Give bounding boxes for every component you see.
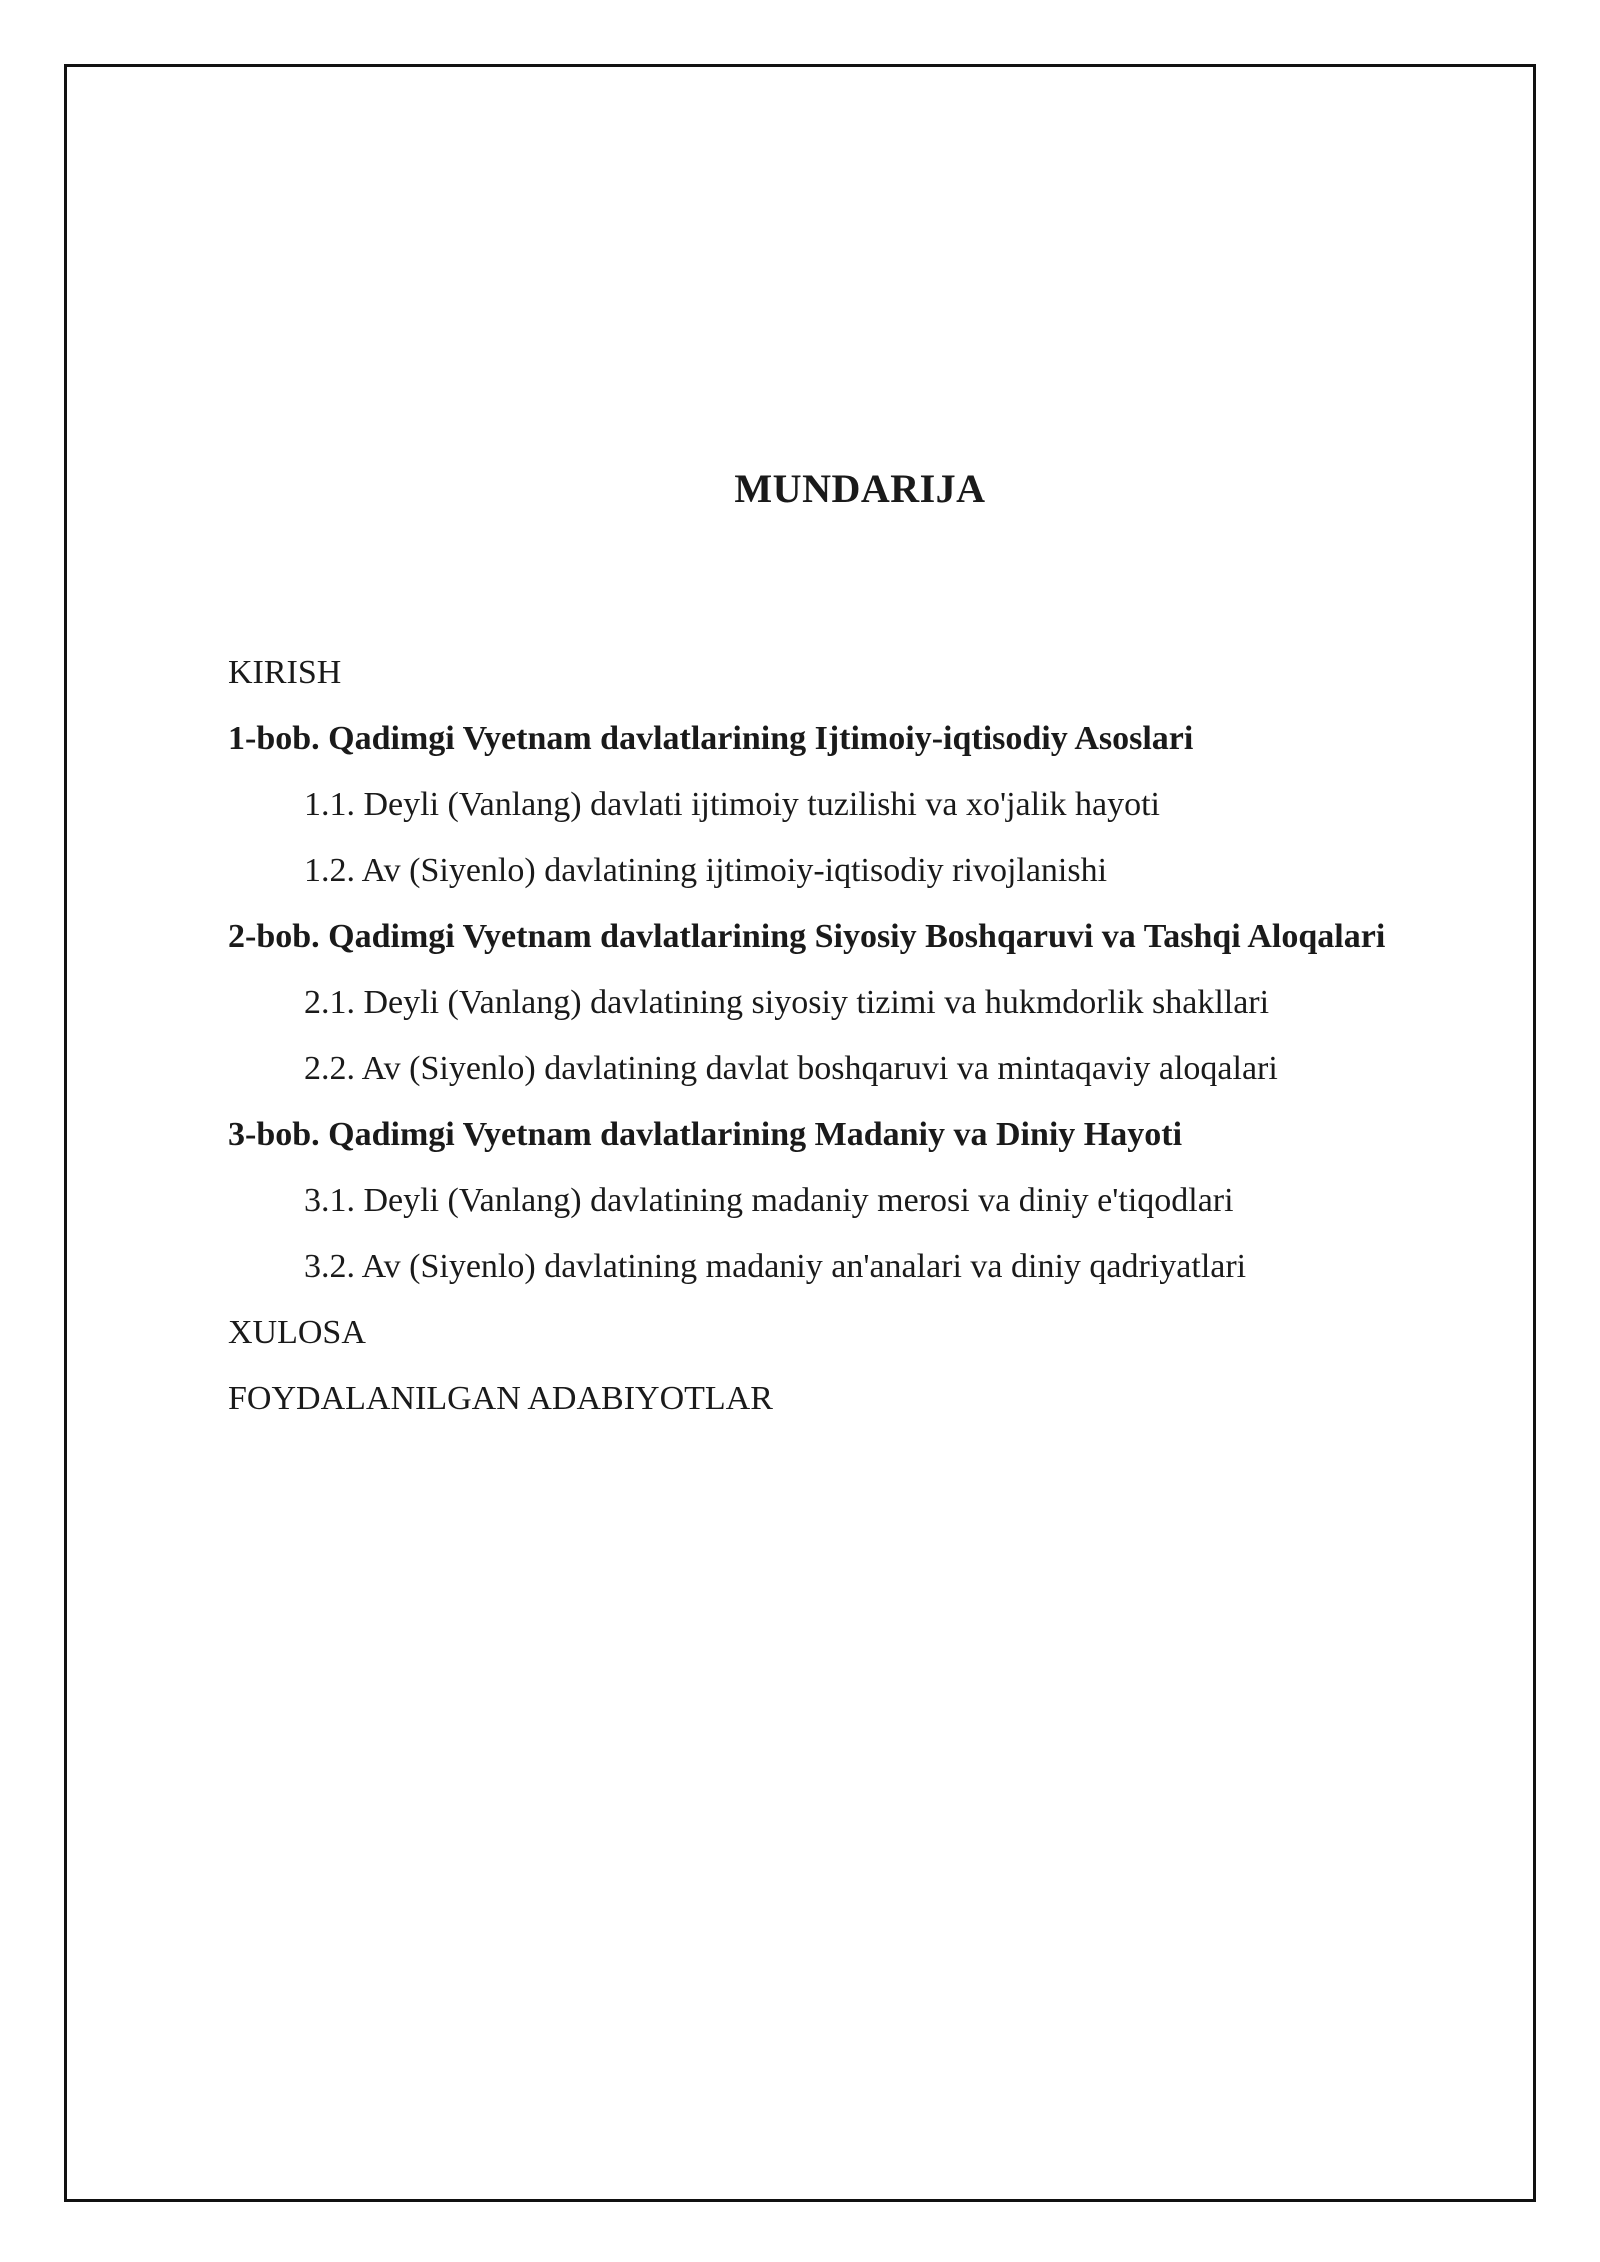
page-title: MUNDARIJA	[734, 466, 986, 511]
toc-item-conclusion: XULOSA	[228, 1314, 366, 1351]
toc-section-2-2: 2.2. Av (Siyenlo) davlatining davlat boshqaruvi va mintaqaviy aloqalari	[304, 1050, 1278, 1087]
toc-item-references: FOYDALANILGAN ADABIYOTLAR	[228, 1380, 773, 1417]
toc-section-2-1: 2.1. Deyli (Vanlang) davlatining siyosiy tizimi va hukmdorlik shakllari	[304, 984, 1270, 1021]
toc-chapter-2: 2-bob. Qadimgi Vyetnam davlatlarining Siyosiy Boshqaruvi va Tashqi Aloqalari	[228, 918, 1386, 955]
toc-chapter-1: 1-bob. Qadimgi Vyetnam davlatlarining Ijtimoiy-iqtisodiy Asoslari	[228, 720, 1194, 757]
toc-chapter-3: 3-bob. Qadimgi Vyetnam davlatlarining Madaniy va Diniy Hayoti	[228, 1116, 1183, 1153]
table-of-contents	[228, 640, 1418, 1432]
toc-section-1-1: 1.1. Deyli (Vanlang) davlati ijtimoiy tuzilishi va xo'jalik hayoti	[304, 786, 1160, 823]
toc-section-3-2: 3.2. Av (Siyenlo) davlatining madaniy an'analari va diniy qadriyatlari	[304, 1248, 1247, 1285]
toc-section-3-1: 3.1. Deyli (Vanlang) davlatining madaniy merosi va diniy e'tiqodlari	[304, 1182, 1234, 1219]
toc-section-1-2: 1.2. Av (Siyenlo) davlatining ijtimoiy-iqtisodiy rivojlanishi	[304, 852, 1108, 889]
toc-item-intro: KIRISH	[228, 654, 342, 691]
